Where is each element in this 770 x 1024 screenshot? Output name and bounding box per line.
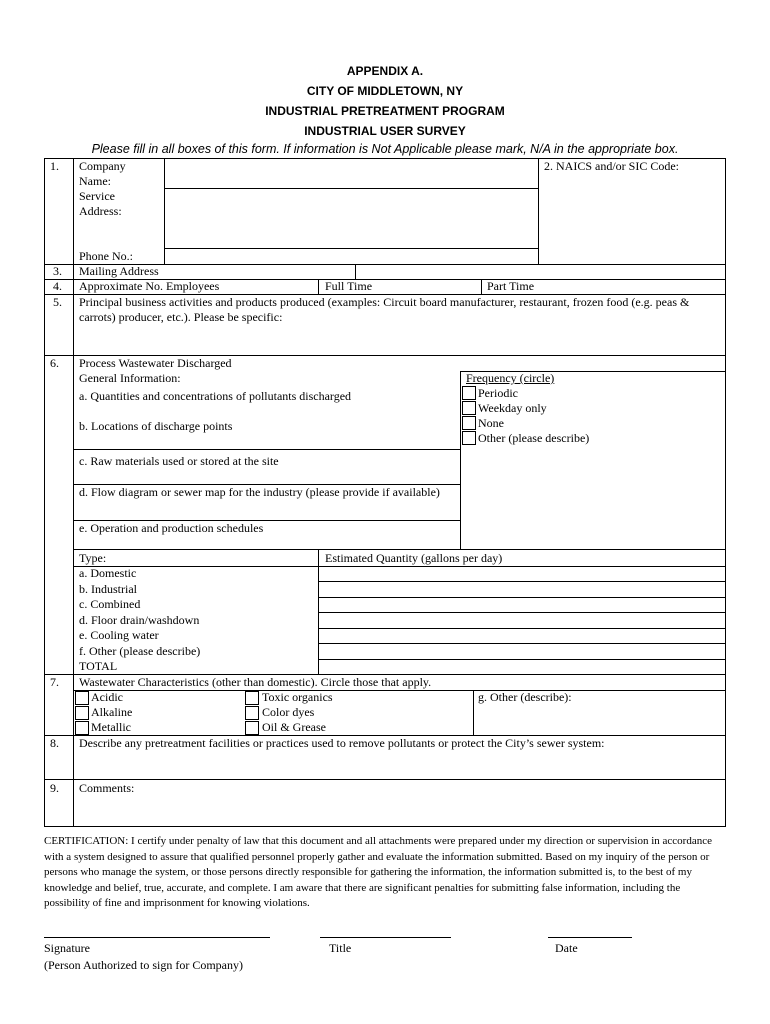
- type-cooling-water: e. Cooling water: [79, 628, 159, 642]
- pretreatment-label: Describe any pretreatment facilities or practices used to remove pollutants or protect the City’s sewer system:: [79, 736, 605, 750]
- toxic-organics-label: Toxic organics: [262, 690, 333, 704]
- quantity-combined-field[interactable]: [319, 598, 725, 612]
- section-5-number: 5.: [53, 295, 62, 309]
- title-label: Title: [329, 941, 352, 955]
- business-activities-label: Principal business activities and products produced (examples: Circuit board manufacturer, restaurant, frozen food (e.g. peas & carrots) producer, etc.). Please be specific:: [79, 295, 690, 324]
- survey-title: INDUSTRIAL USER SURVEY: [304, 124, 466, 138]
- frequency-other-label: Other (please describe): [478, 431, 590, 445]
- quantity-total-field[interactable]: [319, 660, 725, 674]
- section-7-number: 7.: [50, 675, 59, 689]
- section-1-number: 1.: [50, 159, 59, 173]
- wastewater-characteristics-label: Wastewater Characteristics (other than domestic). Circle those that apply.: [79, 675, 432, 689]
- frequency-weekday-label: Weekday only: [478, 401, 547, 415]
- color-dyes-label: Color dyes: [262, 705, 315, 719]
- comments-field[interactable]: [74, 797, 725, 826]
- type-header: Type:: [79, 551, 107, 565]
- signature-note: (Person Authorized to sign for Company): [44, 958, 243, 972]
- other-characteristics-label: g. Other (describe):: [478, 690, 572, 704]
- toxic-organics-checkbox[interactable]: [245, 691, 259, 705]
- quantity-cooling-water-field[interactable]: [319, 629, 725, 643]
- part-time-label: Part Time: [487, 279, 535, 293]
- appendix-heading: APPENDIX A.: [346, 64, 424, 78]
- company-name-label-cont: Name:: [79, 174, 111, 188]
- quantity-other-field[interactable]: [319, 644, 725, 659]
- section-3-number: 3.: [53, 264, 62, 278]
- frequency-none-checkbox[interactable]: [462, 416, 476, 430]
- company-name-label: Company: [79, 159, 126, 173]
- type-other: f. Other (please describe): [79, 644, 201, 658]
- alkaline-checkbox[interactable]: [75, 706, 89, 720]
- frequency-weekday-checkbox[interactable]: [462, 401, 476, 415]
- date-line[interactable]: [548, 937, 632, 938]
- certification-statement: CERTIFICATION: I certify under penalty of law that this document and all attachments were prepared under my direction or supervision in accordance with a system designed to assure that qualified personnel properly gather and evaluate the information submitted. Based on my inquiry of the person or persons who manage the system, or those persons directly responsible for gathering the information, the information submitted is, to the best of my knowledge and belief, true, accurate, and complete. I am aware that there are significant penalties for submitting false information, including the possibility of fine and imprisonment for knowing violations.: [44, 835, 712, 909]
- service-address-field[interactable]: [165, 189, 537, 248]
- title-line[interactable]: [320, 937, 451, 938]
- color-dyes-checkbox[interactable]: [245, 706, 259, 720]
- company-name-field[interactable]: [165, 159, 537, 188]
- type-industrial: b. Industrial: [79, 582, 137, 596]
- naics-sic-label: 2. NAICS and/or SIC Code:: [544, 159, 679, 173]
- type-domestic: a. Domestic: [79, 566, 137, 580]
- signature-label: Signature: [44, 941, 90, 955]
- quantity-header: Estimated Quantity (gallons per day): [325, 551, 503, 565]
- quantity-floor-drain-field[interactable]: [319, 613, 725, 628]
- full-time-label: Full Time: [325, 279, 373, 293]
- phone-label: Phone No.:: [79, 249, 133, 263]
- operation-schedules-item: e. Operation and production schedules: [79, 521, 264, 535]
- type-total: TOTAL: [79, 659, 118, 673]
- process-wastewater-title: Process Wastewater Discharged: [79, 356, 232, 370]
- frequency-periodic-checkbox[interactable]: [462, 386, 476, 400]
- quantity-industrial-field[interactable]: [319, 582, 725, 597]
- pretreatment-field[interactable]: [74, 752, 725, 779]
- flow-diagram-item: d. Flow diagram or sewer map for the industry (please provide if available): [79, 485, 440, 499]
- oil-grease-label: Oil & Grease: [262, 720, 326, 734]
- mailing-address-label: Mailing Address: [79, 264, 159, 278]
- city-heading: CITY OF MIDDLETOWN, NY: [306, 84, 464, 98]
- frequency-other-checkbox[interactable]: [462, 431, 476, 445]
- date-label: Date: [555, 941, 578, 955]
- pollutant-quantities-item: a. Quantities and concentrations of pollutants discharged: [79, 389, 352, 403]
- general-info-label: General Information:: [79, 371, 181, 385]
- type-floor-drain: d. Floor drain/washdown: [79, 613, 200, 627]
- naics-sic-field[interactable]: [539, 175, 725, 264]
- frequency-periodic-label: Periodic: [478, 386, 518, 400]
- form-instructions: Please fill in all boxes of this form. If information is Not Applicable please mark, N/A in the appropriate box.: [91, 142, 679, 156]
- phone-field[interactable]: [165, 249, 537, 264]
- service-address-label-cont: Address:: [79, 204, 122, 218]
- program-heading: INDUSTRIAL PRETREATMENT PROGRAM: [265, 104, 505, 118]
- raw-materials-item: c. Raw materials used or stored at the site: [79, 454, 279, 468]
- section-9-number: 9.: [50, 781, 59, 795]
- frequency-none-label: None: [478, 416, 504, 430]
- comments-label: Comments:: [79, 781, 135, 795]
- employees-label: Approximate No. Employees: [79, 279, 220, 293]
- oil-grease-checkbox[interactable]: [245, 721, 259, 735]
- service-address-label: Service: [79, 189, 115, 203]
- quantity-domestic-field[interactable]: [319, 567, 725, 581]
- alkaline-label: Alkaline: [91, 705, 133, 719]
- signature-line[interactable]: [44, 937, 270, 938]
- type-combined: c. Combined: [79, 597, 141, 611]
- metallic-checkbox[interactable]: [75, 721, 89, 735]
- business-activities-field[interactable]: [79, 326, 725, 355]
- mailing-address-field[interactable]: [356, 265, 725, 279]
- section-8-number: 8.: [50, 736, 59, 750]
- section-4-number: 4.: [53, 279, 62, 293]
- frequency-title: Frequency (circle): [466, 371, 555, 385]
- section-6-number: 6.: [50, 356, 59, 370]
- acidic-checkbox[interactable]: [75, 691, 89, 705]
- metallic-label: Metallic: [91, 720, 131, 734]
- discharge-locations-item: b. Locations of discharge points: [79, 419, 233, 433]
- acidic-label: Acidic: [91, 690, 123, 704]
